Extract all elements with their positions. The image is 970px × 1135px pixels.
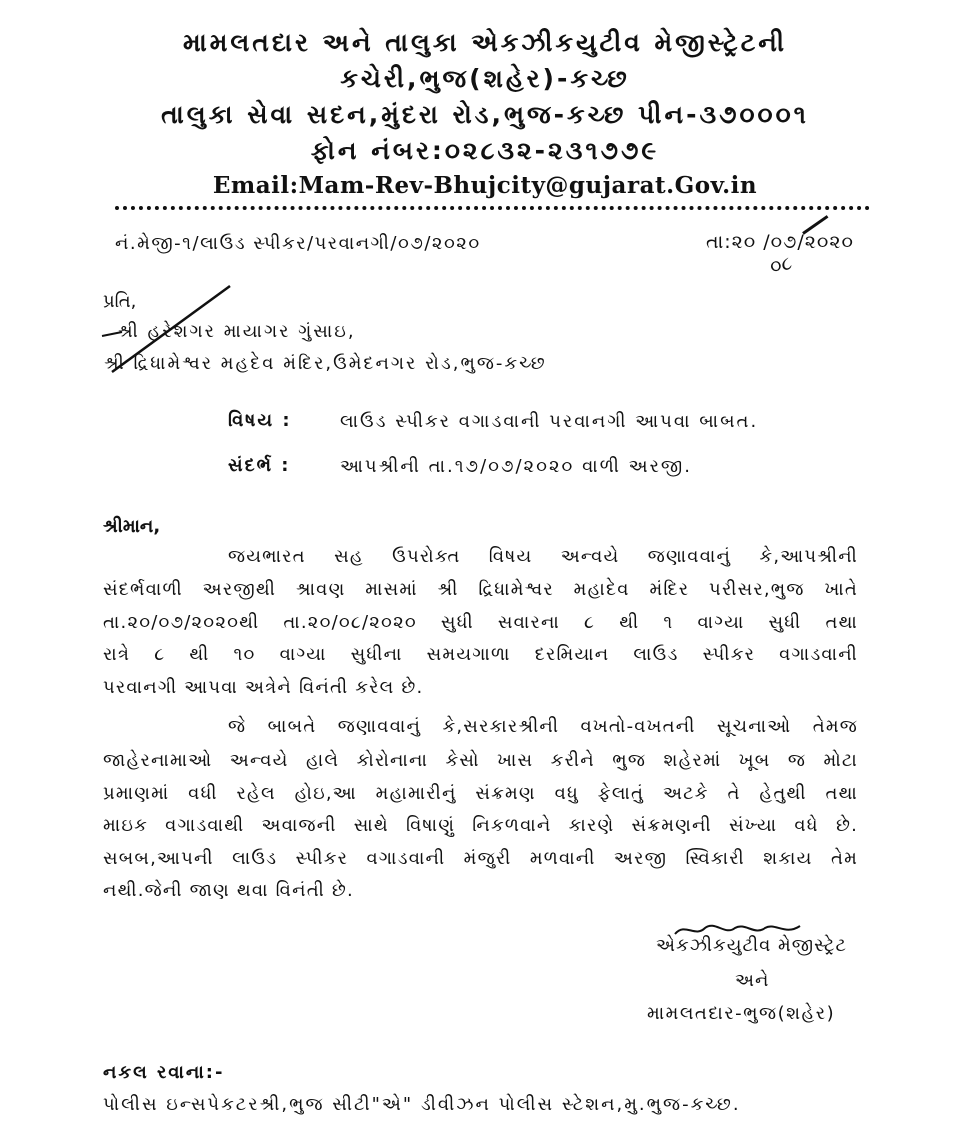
subject-text: લાઉડ સ્પીકર વગાડવાની પરવાનગી આપવા બાબત. (340, 411, 759, 432)
para1-line: સંદર્ભવાળી અરજીથી શ્રાવણ માસમાં શ્રી દ્રિધામેશ્વર મહાદેવ મંદિર પરીસર,ભુજ ખાતે (103, 579, 858, 600)
para2-line: સબબ,આપની લાઉડ સ્પીકર વગાડવાની મંજુરી મળવાની અરજી સ્વિકારી શકાય તેમ (103, 848, 858, 869)
para2-line: જે બાબતે જણાવવાનું કે,સરકારશ્રીની વખતો-વખતની સૂચનાઓ તેમજ (228, 716, 858, 737)
signatory-office: મામલતદાર-ભુજ(શહેર) (647, 1003, 836, 1024)
salutation: શ્રીમાન, (103, 516, 161, 537)
para1-line: રાત્રે ૮ થી ૧૦ વાગ્યા સુધીના સમયગાળા દરમિયાન લાઉડ સ્પીકર વગાડવાની (103, 644, 858, 665)
office-address: તાલુકા સેવા સદન,મુંદરા રોડ,ભુજ-કચ્છ પીન-૩૭૦૦૦૧ (161, 100, 809, 129)
para2-line: પ્રમાણમાં વધી રહેલ હોઇ,આ મહામારીનું સંક્રમણ વધુ ફેલાતું અટકે તે હેતુથી તથા (103, 783, 858, 804)
pen-stroke-mark (92, 284, 232, 379)
subject-label: વિષય : (228, 410, 292, 431)
reference-number: નં.મેજી-૧/લાઉડ સ્પીકર/પરવાનગી/૦૭/૨૦૨૦ (115, 233, 481, 254)
office-location: કચેરી,ભુજ(શહેર)-કચ્છ (340, 64, 630, 93)
recipient-prefix: પ્રતિ, (103, 291, 137, 312)
recipient-name: શ્રી હરેશગર માયાગર ગુંસાઇ, (118, 321, 356, 342)
para2-line: જાહેરનામાઓ અન્વયે હાલે કોરોનાના કેસો ખાસ કરીને ભુજ શહેરમાં ખૂબ જ મોટા (103, 750, 858, 771)
signatory-conjunction: અને (735, 970, 770, 991)
office-email: Email:Mam-Rev-Bhujcity@gujarat.Gov.in (212, 172, 758, 199)
copy-to-recipient: પોલીસ ઇન્સપેકટરશ્રી,ભુજ સીટી"એ" ડીવીઝન પોલીસ સ્ટેશન,મુ.ભુજ-કચ્છ. (103, 1094, 741, 1115)
para2-line: નથી.જેની જાણ થવા વિનંતી છે. (103, 880, 354, 901)
para2-line: માઇક વગાડવાથી અવાજની સાથે વિષાણું નિકળવાને કારણે સંક્રમણની સંખ્યા વધે છે. (103, 815, 858, 836)
reference-label: સંદર્ભ : (228, 455, 291, 476)
letter-date: તા:૨૦ /૦૭/૨૦૨૦ (706, 231, 854, 253)
para1-line: તા.૨૦/૦૭/૨૦૨૦થી તા.૨૦/૦૮/૨૦૨૦ સુધી સવારના ૮ થી ૧ વાગ્યા સુધી તથા (103, 612, 858, 633)
para1-line: પરવાનગી આપવા અત્રેને વિનંતી કરેલ છે. (103, 677, 424, 698)
office-phone: ફોન નંબર:૦૨૮૩૨-૨૩૧૭૭૯ (310, 136, 660, 165)
office-title: મામલતદાર અને તાલુકા એકઝીકયુટીવ મેજીસ્ટ્રેટની (182, 28, 788, 57)
recipient-address: શ્રી દ્રિધામેશ્વર મહદેવ મંદિર,ઉમેદનગર રોડ,ભુજ-કચ્છ (104, 353, 547, 374)
copy-to-label: નકલ રવાના:- (103, 1062, 225, 1083)
signatory-title: એકઝીકયુટીવ મેજીસ્ટ્રેટ (656, 935, 847, 956)
reference-text: આપશ્રીની તા.૧૭/૦૭/૨૦૨૦ વાળી અરજી. (340, 456, 692, 477)
header-divider (115, 206, 870, 210)
para1-line: જયભારત સહ ઉપરોક્ત વિષય અન્વયે જણાવવાનું કે,આપશ્રીની (228, 546, 858, 567)
handwritten-date-correction: ૦૮ (767, 251, 794, 279)
